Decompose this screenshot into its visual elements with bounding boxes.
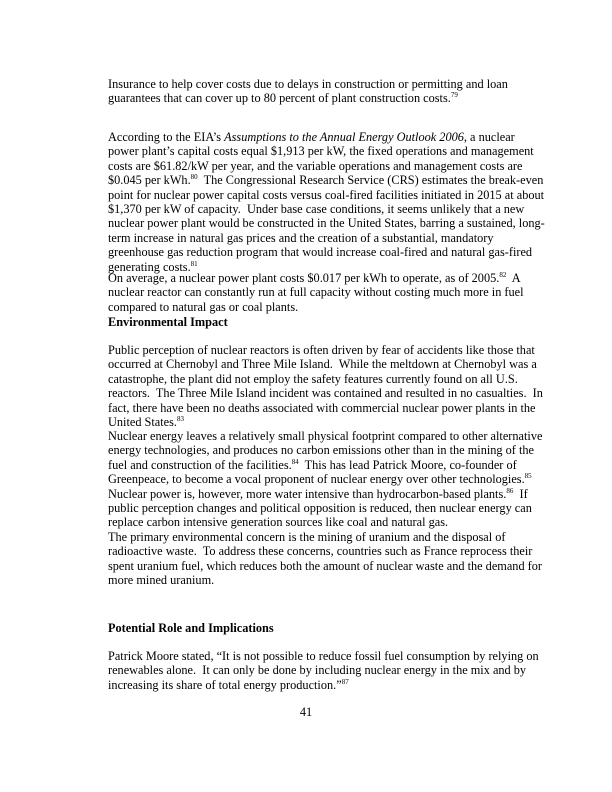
text-line [108, 678, 528, 692]
section-heading-text: Environmental Impact [108, 315, 228, 329]
text-run: United States. [108, 414, 177, 429]
text-line [108, 357, 537, 372]
text-run: energy technologies, and produces no carbon emissions other than in the mining of the [108, 443, 534, 458]
text-run: power plant’s capital costs equal $1,913 per kW, the fixed operations and management [108, 144, 534, 159]
text-line [108, 202, 528, 216]
text-run: Public perception of nuclear reactors is often driven by fear of accidents like those that [108, 343, 535, 357]
text-run: costs are $61.82/kW per year, and the variable operations and management costs are [108, 158, 523, 173]
text-run: public perception changes and political opposition is reduced, then nuclear energy can [108, 500, 532, 515]
text-run: fuel and construction of the facilities. [108, 457, 292, 472]
footnote-reference: 86 [506, 486, 514, 495]
text-line [108, 77, 528, 91]
section-heading-text: Potential Role and Implications [108, 621, 274, 635]
footnote-reference: 82 [499, 271, 507, 279]
section-heading [108, 315, 528, 329]
text-line [108, 472, 532, 487]
text-run: generating costs. [108, 259, 191, 274]
text-line [108, 544, 533, 559]
text-line [108, 487, 528, 501]
text-line [108, 271, 528, 285]
text-line [108, 500, 532, 515]
text-line [108, 91, 528, 105]
text-line [108, 187, 545, 202]
text-run: Nuclear power is, however, more water intensive than hydrocarbon-based plants. [108, 486, 507, 501]
text-run: $1,370 per kW of capacity. Under base case conditions, it seems unlikely that a new [108, 201, 525, 216]
footnote-reference: 85 [524, 472, 532, 481]
section-heading [108, 621, 528, 635]
text-line [108, 386, 543, 401]
paragraph [108, 429, 543, 530]
text-run: Insurance to help cover costs due to delays in construction or permitting and loan [108, 77, 508, 91]
text-run: increasing its share of total energy production.” [108, 677, 342, 692]
text-line [108, 173, 544, 188]
text-run: Greenpeace, to become a vocal proponent of nuclear energy over other technologies. [108, 472, 525, 487]
text-run: term increase in natural gas prices and the creation of a substantial, mandatory [108, 230, 494, 245]
paragraph [108, 77, 528, 106]
text-run: $0.045 per kWh. [108, 173, 191, 188]
text-line [108, 443, 534, 458]
text-line [108, 573, 528, 587]
text-line [108, 530, 528, 544]
paragraph [108, 649, 539, 692]
page-number: 41 [299, 705, 313, 719]
text-run: A [506, 271, 521, 285]
footnote-reference: 84 [291, 457, 299, 466]
text-run: radioactive waste. To address these concerns, countries such as France reprocess their [108, 544, 533, 559]
text-line [108, 285, 528, 299]
text-run: reactors. The Three Mile Island incident was contained and resulted in no casualties. In [108, 386, 543, 401]
text-run: point for nuclear power capital costs versus coal-fired facilities initiated in 2015 at about [108, 187, 545, 202]
text-run: Patrick Moore stated, “It is not possible to reduce fossil fuel consumption by relying on [108, 649, 539, 663]
text-run: nuclear power plant would be constructed in the United States, barring a sustained, long- [108, 216, 545, 231]
text-run: The Congressional Research Service (CRS) estimates the break-even [197, 173, 544, 188]
paragraph [108, 271, 528, 314]
text-run: occurred at Chernobyl and Three Mile Island. While the meltdown at Chernobyl was a [108, 357, 537, 372]
paragraph [108, 530, 543, 588]
text-line [108, 130, 528, 144]
text-line [108, 159, 528, 173]
footnote-reference: 87 [341, 677, 349, 686]
text-line [108, 216, 545, 231]
text-line [108, 415, 528, 429]
text-line [108, 300, 528, 314]
text-run: This has lead Patrick Moore, co-founder of [298, 457, 517, 472]
text-line [108, 144, 534, 159]
text-line [108, 515, 528, 529]
text-run: On average, a nuclear power plant costs $0.017 per kWh to operate, as of 2005. [108, 271, 500, 285]
text-run: The primary environmental concern is the mining of uranium and the disposal of [108, 530, 506, 544]
footnote-reference: 80 [190, 173, 198, 182]
text-run: fact, there have been no deaths associated with commercial nuclear power plants in the [108, 400, 536, 415]
text-run: renewables alone. It can only be done by including nuclear energy in the mix and by [108, 663, 527, 678]
text-line [108, 343, 535, 357]
text-run: guarantees that can cover up to 80 percent of plant construction costs. [108, 91, 451, 106]
text-run: nuclear reactor can constantly run at full capacity without costing much more in fuel [108, 285, 524, 300]
footnote-reference: 83 [177, 414, 184, 423]
text-run: If [513, 486, 528, 501]
text-run: , a nuclear [463, 130, 515, 144]
footnote-reference: 79 [450, 91, 458, 100]
text-line [108, 649, 539, 663]
text-run: replace carbon intensive generation sources like coal and natural gas. [108, 515, 449, 530]
text-line [108, 245, 533, 260]
text-line [108, 372, 528, 386]
text-run: catastrophe, the plant did not employ the safety features currently found on all U.S. [108, 371, 518, 386]
text-run: spent uranium fuel, which reduces both the amount of nuclear waste and the demand for [108, 558, 543, 573]
text-line [108, 400, 536, 415]
text-run: Nuclear energy leaves a relatively small physical footprint compared to other alternative [108, 429, 543, 443]
paragraph [108, 130, 545, 274]
text-line [108, 429, 543, 443]
text-run: compared to natural gas or coal plants. [108, 299, 299, 314]
paragraph [108, 343, 543, 429]
text-line [108, 558, 543, 573]
text-line [108, 231, 528, 245]
text-line [108, 663, 528, 677]
footnote-reference: 81 [190, 259, 198, 268]
text-run: more mined uranium. [108, 573, 215, 588]
text-run: According to the EIA’s [108, 130, 225, 144]
text-line [108, 458, 528, 472]
italic-title: Assumptions to the Annual Energy Outlook 2006 [224, 130, 464, 144]
text-run: greenhouse gas reduction program that would increase coal-fired and natural gas-fired [108, 245, 533, 260]
